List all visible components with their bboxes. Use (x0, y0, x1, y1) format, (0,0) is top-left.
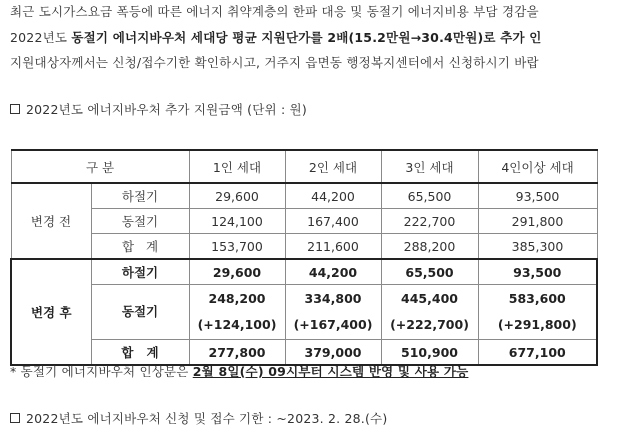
table-row (11, 340, 597, 366)
table-cell: 277,800 (189, 340, 285, 366)
support-amount-table (10, 149, 598, 366)
table-row (11, 183, 597, 209)
header-1-person: 1인 세대 (189, 150, 285, 183)
table-cell: 385,300 (478, 234, 597, 260)
table-cell: 222,700 (381, 209, 478, 234)
cell-value: 583,600 (508, 291, 566, 306)
row-label: 합 계 (91, 340, 189, 366)
checkbox-square-icon (10, 104, 20, 114)
table-row (11, 209, 597, 234)
table-cell: 211,600 (285, 234, 381, 260)
cell-value: 334,800 (304, 291, 362, 306)
table-cell (285, 285, 381, 340)
header-2-person: 2인 세대 (285, 150, 381, 183)
table-cell: 65,500 (381, 183, 478, 209)
checkbox-square-icon (10, 413, 20, 423)
table-cell: 65,500 (381, 259, 478, 285)
table-row (11, 234, 597, 260)
table-cell: 288,200 (381, 234, 478, 260)
table-cell: 93,500 (478, 259, 597, 285)
table-cell: 124,100 (189, 209, 285, 234)
table-cell: 291,800 (478, 209, 597, 234)
section-deadline-title (10, 410, 387, 428)
intro-line-2-emphasis: 동절기 에너지바우처 세대당 평균 지원단가를 2배(15.2만원→30.4만원)로 추가 인 (71, 30, 542, 45)
cell-increase: (+124,100) (197, 317, 277, 332)
cell-increase: (+291,800) (497, 317, 577, 332)
section-support-amount-text: 2022년도 에너지바우처 추가 지원금액 (단위 : 원) (26, 102, 307, 117)
table-row (11, 285, 597, 340)
section-deadline-text: 2022년도 에너지바우처 신청 및 접수 기한 : ~2023. 2. 28.(수) (26, 411, 388, 426)
footnote (10, 363, 468, 381)
row-label: 동절기 (91, 285, 189, 340)
footnote-highlight: 2월 8일(수) 09시부터 시스템 반영 및 사용 가능 (192, 364, 469, 379)
row-label: 합 계 (91, 234, 189, 260)
intro-line-1: 최근 도시가스요금 폭등에 따른 에너지 취약계층의 한파 대응 및 동절기 에너지비용 부담 경감을 (10, 4, 539, 19)
table-cell: 677,100 (478, 340, 597, 366)
section-support-amount-title (10, 101, 307, 119)
table-cell: 93,500 (478, 183, 597, 209)
header-4plus-person: 4인이상 세대 (478, 150, 597, 183)
table-row (11, 259, 597, 285)
row-label: 하절기 (91, 183, 189, 209)
footnote-prefix: * 동절기 에너지바우처 인상분은 (10, 364, 193, 379)
table-cell: 29,600 (189, 259, 285, 285)
intro-line-2 (10, 29, 542, 47)
group-before-label: 변경 전 (11, 183, 91, 259)
table-cell: 153,700 (189, 234, 285, 260)
header-category: 구 분 (11, 150, 189, 183)
table-cell: 44,200 (285, 259, 381, 285)
group-after-label: 변경 후 (11, 259, 91, 365)
table-cell: 167,400 (285, 209, 381, 234)
table-cell: 44,200 (285, 183, 381, 209)
table-cell: 29,600 (189, 183, 285, 209)
table-cell (381, 285, 478, 340)
cell-value: 248,200 (208, 291, 266, 306)
table-cell (478, 285, 597, 340)
table-cell (189, 285, 285, 340)
intro-line-2-prefix: 2022년도 (10, 30, 72, 45)
intro-line-3: 지원대상자께서는 신청/접수기한 확인하시고, 거주지 읍면동 행정복지센터에서 신청하시기 바랍 (10, 55, 539, 70)
cell-increase: (+167,400) (293, 317, 373, 332)
cell-value: 445,400 (401, 291, 458, 306)
table-cell: 379,000 (285, 340, 381, 366)
table-cell: 510,900 (381, 340, 478, 366)
table-header-row (11, 150, 597, 183)
row-label: 하절기 (91, 259, 189, 285)
row-label: 동절기 (91, 209, 189, 234)
cell-increase: (+222,700) (390, 317, 469, 332)
header-3-person: 3인 세대 (381, 150, 478, 183)
